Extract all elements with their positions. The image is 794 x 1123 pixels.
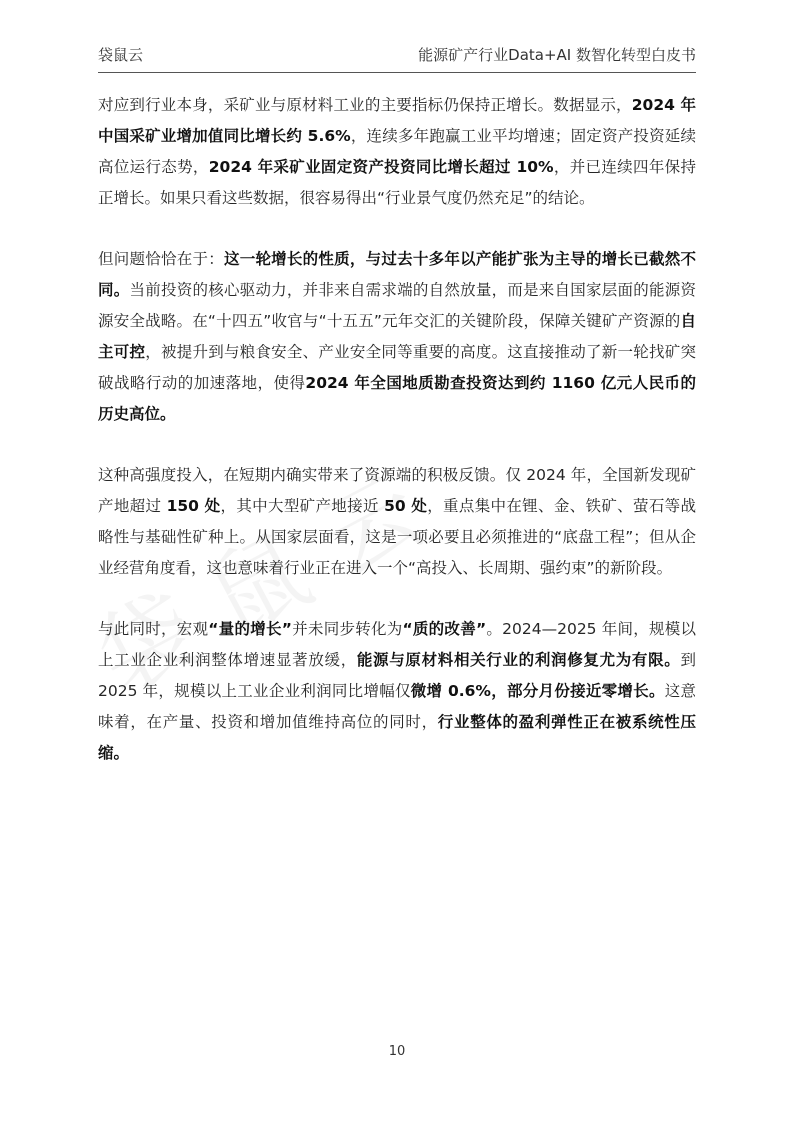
- bold-text: 150 处: [166, 497, 221, 515]
- text-run: ，并已连续四年保持正增长。如果只看这些数据，很容易得出“行业景气度仍然充足”的结论。: [98, 158, 696, 207]
- paragraph: [98, 460, 696, 584]
- bold-text: 2024 年中国采矿业增加值同比增长约 5.6%: [98, 96, 696, 145]
- bold-text: 自主可控: [98, 312, 696, 361]
- header-brand: 袋鼠云: [98, 46, 144, 64]
- bold-text: 这一轮增长的性质，与过去十多年以产能扩张为主导的增长已截然不同。: [98, 250, 696, 299]
- paragraph: [98, 244, 696, 430]
- text-run: ，其中大型矿产地接近: [220, 497, 385, 515]
- text-run: 与此同时，宏观: [98, 620, 209, 638]
- header-divider: [98, 72, 696, 73]
- text-run: 。2024—2025 年间，规模以上工业企业利润整体增速显著放缓，: [98, 620, 696, 669]
- bold-text: “量的增长”: [208, 620, 292, 638]
- page-number: 10: [388, 1044, 406, 1059]
- text-run: 并未同步转化为: [291, 620, 403, 638]
- bold-text: 50 处: [384, 497, 428, 515]
- bold-text: 2024 年全国地质勘查投资达到约 1160 亿元人民币的历史高位。: [98, 374, 696, 423]
- paragraph: [98, 614, 696, 769]
- text-run: ，被提升到与粮食安全、产业安全同等重要的高度。这直接推动了新一轮找矿突破战略行动的加速落地，使得: [98, 343, 696, 392]
- bold-text: 能源与原材料相关行业的利润修复尤为有限。: [356, 651, 681, 669]
- text-run: ，重点集中在锂、金、铁矿、萤石等战略性与基础性矿种上。从国家层面看，这是一项必要且必须推进的“底盘工程”；但从企业经营角度看，这也意味着行业正在进入一个“高投入、长周期、强约束”的新阶段。: [98, 497, 696, 577]
- paragraph: [98, 90, 696, 214]
- text-run: 到 2025 年，规模以上工业企业利润同比增幅仅: [98, 651, 696, 700]
- bold-text: 微增 0.6%，部分月份接近零增长。: [410, 682, 665, 700]
- text-run: 对应到行业本身，采矿业与原材料工业的主要指标仍保持正增长。数据显示，: [98, 96, 632, 114]
- header-document-title: 能源矿产行业Data+AI 数智化转型白皮书: [418, 46, 696, 64]
- bold-text: 行业整体的盈利弹性正在被系统性压缩。: [98, 713, 696, 762]
- text-run: 这意味着，在产量、投资和增加值维持高位的同时，: [98, 682, 696, 731]
- text-run: 这种高强度投入，在短期内确实带来了资源端的积极反馈。仅 2024 年，全国新发现矿产地超过: [98, 466, 696, 515]
- body-text: [98, 90, 696, 799]
- bold-text: “质的改善”: [402, 620, 487, 638]
- text-run: ，连续多年跑赢工业平均增速；固定资产投资延续高位运行态势，: [98, 127, 696, 176]
- text-run: 但问题恰恰在于：: [98, 250, 224, 268]
- text-run: 当前投资的核心驱动力，并非来自需求端的自然放量，而是来自国家层面的能源资源安全战略。在“十四五”收官与“十五五”元年交汇的关键阶段，保障关键矿产资源的: [98, 281, 696, 330]
- bold-text: 2024 年采矿业固定资产投资同比增长超过 10%: [208, 158, 554, 176]
